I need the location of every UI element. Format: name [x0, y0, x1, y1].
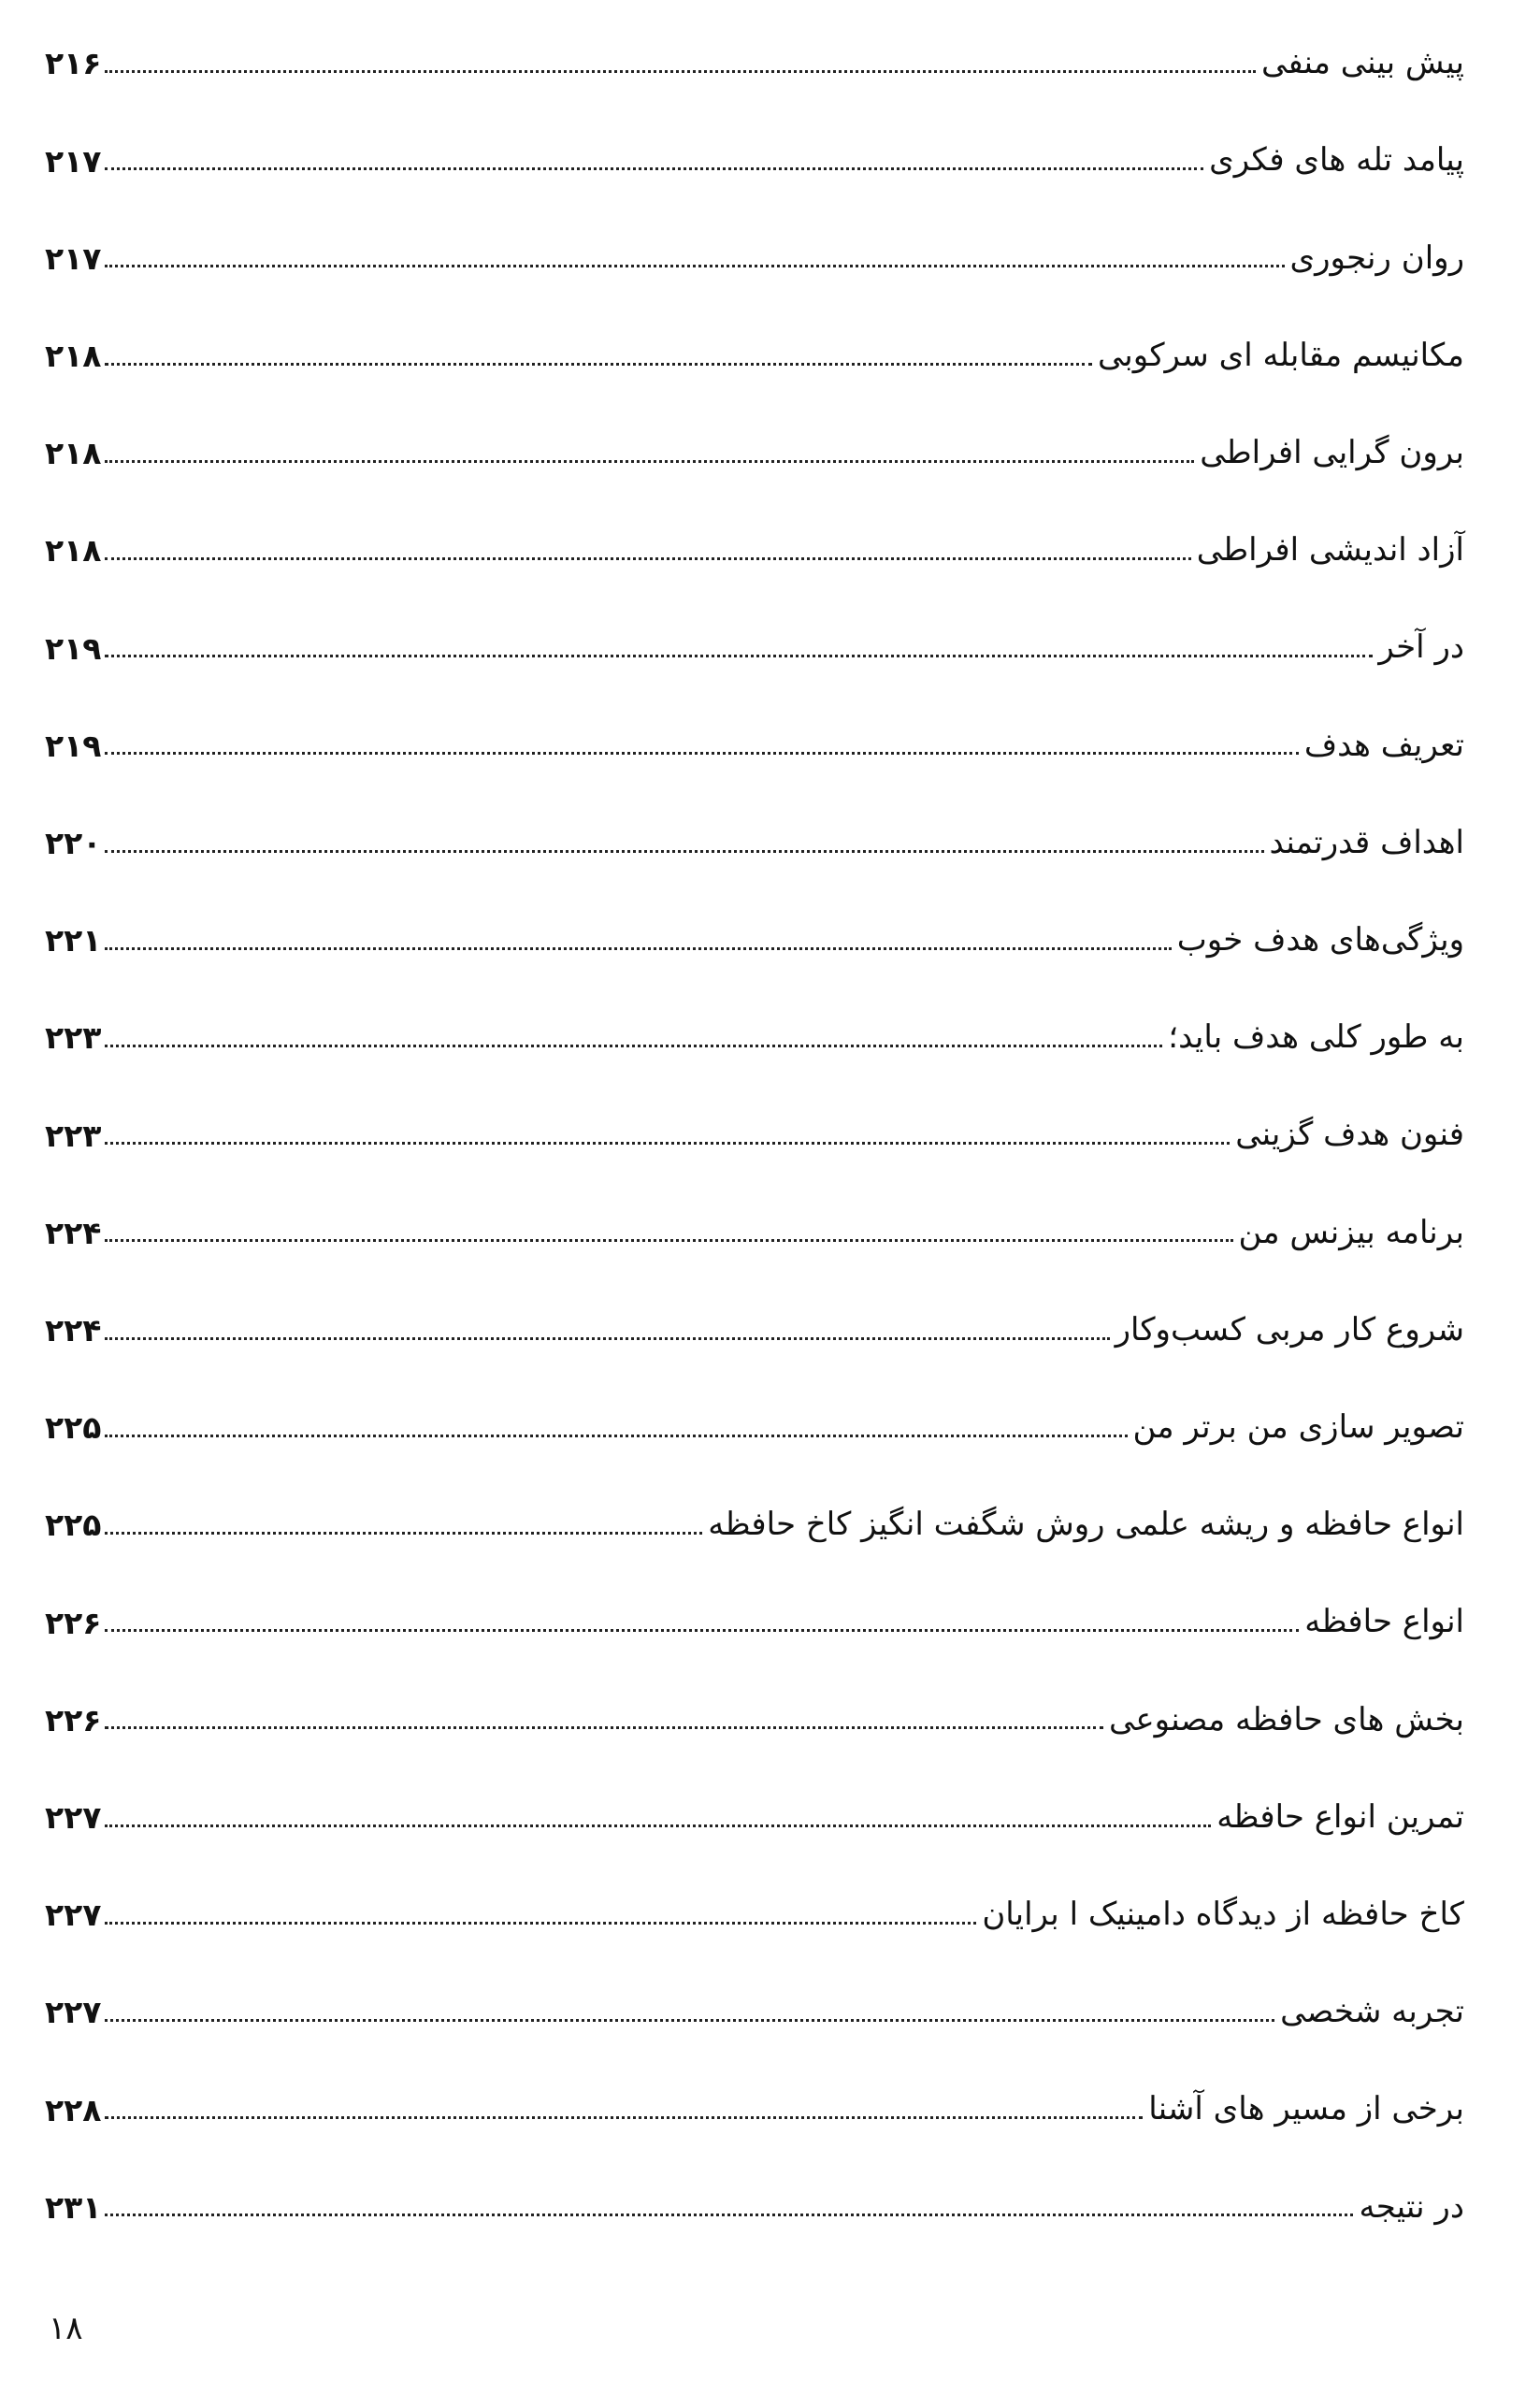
toc-entry-title: تصویر سازی من برتر من [1132, 1408, 1464, 1446]
toc-entry-page: ۲۲۷ [45, 1799, 102, 1836]
toc-entry-page: ۲۲۸ [45, 2091, 102, 2128]
toc-entry-title: کاخ حافظه از دیدگاه دامینیک ا برایان [982, 1896, 1464, 1933]
dot-leader [105, 1629, 1299, 1632]
toc-entry-page: ۲۲۶ [45, 1604, 102, 1641]
toc-entry-title: آزاد اندیشی افراطی [1196, 531, 1464, 570]
toc-entry-title: تجربه شخصی [1280, 1993, 1464, 2031]
dot-leader [105, 70, 1256, 73]
toc-entry [45, 7, 1464, 82]
dot-leader [105, 850, 1263, 853]
toc-entry-page: ۲۱۸ [45, 532, 102, 570]
toc-entry-page: ۲۱۷ [45, 239, 102, 277]
toc-entry [45, 495, 1464, 570]
toc-entry-page: ۲۲۴ [45, 1214, 102, 1251]
toc-entry-page: ۲۱۷ [45, 142, 102, 180]
toc-entry-page: ۲۱۶ [45, 45, 102, 82]
toc-entry-page: ۲۲۶ [45, 1701, 102, 1738]
dot-leader [105, 1726, 1103, 1729]
dot-leader [105, 2116, 1143, 2119]
toc-entry-page: ۲۲۷ [45, 1994, 102, 2031]
dot-leader [105, 1045, 1162, 1047]
dot-leader [105, 1435, 1127, 1437]
toc-entry [45, 885, 1464, 959]
toc-entry [45, 1859, 1464, 1934]
toc-entry [45, 592, 1464, 667]
toc-entry [45, 397, 1464, 472]
toc-entry [45, 1664, 1464, 1738]
toc-entry-page: ۲۱۸ [45, 435, 102, 472]
toc-entry [45, 1762, 1464, 1837]
dot-leader [105, 752, 1298, 755]
toc-entry [45, 1469, 1464, 1544]
toc-entry-page: ۲۲۳ [45, 1117, 102, 1154]
toc-entry-title: برون گرایی افراطی [1200, 434, 1464, 471]
toc-entry-title: بخش های حافظه مصنوعی [1109, 1700, 1464, 1738]
toc-entry-title: برخی از مسیر های آشنا [1148, 2090, 1464, 2128]
toc-entry-page: ۲۱۹ [45, 629, 102, 667]
dot-leader [105, 2019, 1274, 2022]
toc-entry-title: برنامه بیزنس من [1238, 1213, 1464, 1251]
toc-entry [45, 982, 1464, 1057]
toc-entry [45, 105, 1464, 180]
dot-leader [105, 1532, 702, 1535]
toc-entry-page: ۲۲۵ [45, 1409, 102, 1447]
dot-leader [105, 460, 1194, 463]
toc-entry-title: تعریف هدف [1303, 726, 1464, 764]
toc-entry-title: در آخر [1378, 628, 1464, 667]
toc-entry [45, 1956, 1464, 2031]
toc-entry [45, 787, 1464, 862]
dot-leader [105, 363, 1092, 366]
dot-leader [105, 1142, 1230, 1145]
toc-entry-title: شروع کار مربی کسب‌وکار [1115, 1310, 1464, 1348]
toc-entry-page: ۲۲۴ [45, 1312, 102, 1348]
toc-entry [45, 1566, 1464, 1641]
toc-entry-page: ۲۲۱ [45, 922, 102, 959]
toc-entry [45, 202, 1464, 277]
toc-entry-title: مکانیسم مقابله ای سرکوبی [1097, 336, 1464, 374]
toc-entry [45, 2054, 1464, 2128]
toc-entry [45, 2151, 1464, 2226]
toc-entry-page: ۲۱۸ [45, 338, 102, 374]
toc-entry-title: ویژگی‌های هدف خوب [1176, 921, 1464, 959]
toc-entry-title: اهداف قدرتمند [1269, 823, 1464, 861]
toc-entry [45, 1275, 1464, 1349]
toc-entry-title: پیامد تله های فکری [1209, 141, 1464, 180]
dot-leader [105, 2214, 1353, 2216]
toc-entry-title: روان رنجوری [1289, 238, 1464, 277]
toc-entry-page: ۲۲۰ [45, 825, 102, 861]
dot-leader [105, 1337, 1109, 1340]
dot-leader [105, 947, 1171, 950]
toc-entry-title: فنون هدف گزینی [1235, 1116, 1464, 1154]
toc-entry-page: ۲۱۹ [45, 727, 102, 764]
toc-entry [45, 1372, 1464, 1447]
toc-entry-title: به طور کلی هدف باید؛ [1168, 1018, 1464, 1057]
dot-leader [105, 1239, 1232, 1242]
toc-entry-title: پیش بینی منفی [1260, 44, 1464, 82]
toc-entry-page: ۲۲۷ [45, 1896, 102, 1934]
toc-entry [45, 1176, 1464, 1251]
dot-leader [105, 1922, 976, 1925]
toc-entry-title: انواع حافظه [1304, 1603, 1464, 1641]
toc-entry [45, 689, 1464, 764]
toc-entry-title: تمرین انواع حافظه [1216, 1797, 1464, 1836]
dot-leader [105, 265, 1284, 267]
toc-entry [45, 1079, 1464, 1154]
toc-entry [45, 300, 1464, 375]
toc-entry-page: ۲۲۵ [45, 1507, 102, 1544]
dot-leader [105, 167, 1203, 170]
dot-leader [105, 557, 1190, 560]
toc-entry-title: انواع حافظه و ریشه علمی روش شگفت انگیز کاخ حافظه [708, 1506, 1464, 1544]
toc-entry-page: ۲۳۱ [45, 2188, 102, 2226]
page-number: ۱۸ [49, 2310, 83, 2347]
dot-leader [105, 1824, 1211, 1827]
toc-entry-page: ۲۲۳ [45, 1019, 102, 1057]
toc-entry-title: در نتیجه [1359, 2187, 1464, 2226]
dot-leader [105, 655, 1373, 657]
